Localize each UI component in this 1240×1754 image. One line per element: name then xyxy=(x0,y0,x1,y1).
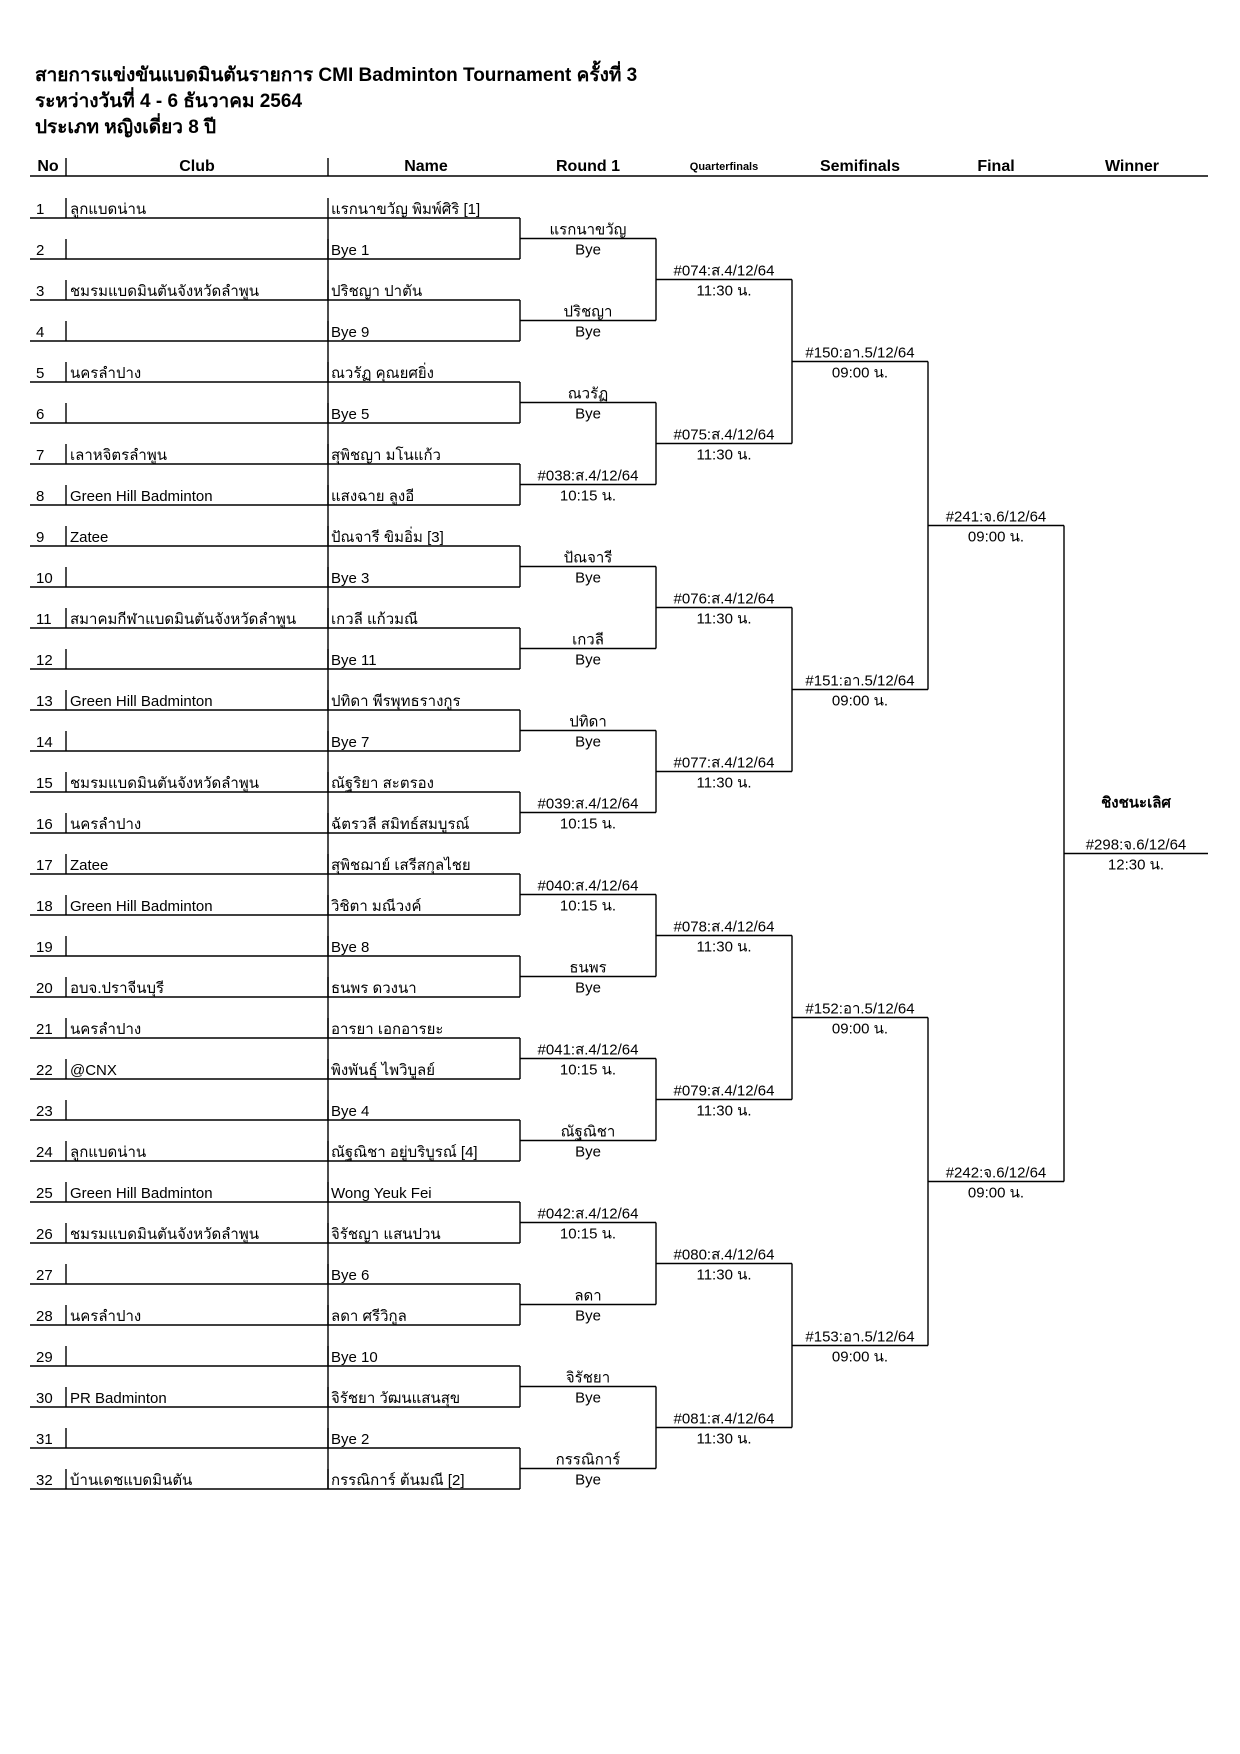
entry-name: Bye 1 xyxy=(331,242,370,259)
entry-club: Green Hill Badminton xyxy=(70,898,213,915)
quarterfinal-match-info: 11:30 น. xyxy=(696,1430,752,1448)
entry-no: 15 xyxy=(36,775,53,792)
entry-name: Bye 9 xyxy=(331,324,370,341)
entry-no: 31 xyxy=(36,1431,53,1448)
entry-name: ณัฐริยา สะตรอง xyxy=(331,775,434,792)
column-header-name: Name xyxy=(404,158,448,175)
entry-club: ชมรมแบดมินตันจังหวัดลำพูน xyxy=(70,1226,260,1243)
entry-club: ชมรมแบดมินตันจังหวัดลำพูน xyxy=(70,283,260,300)
entry-name: เกวลี แก้วมณี xyxy=(331,611,418,628)
entry-no: 12 xyxy=(36,652,53,669)
final-match-label: #242:จ.6/12/64 xyxy=(945,1164,1047,1182)
entry-name: ปทิดา พีรพุทธรางกูร xyxy=(331,693,461,710)
round1-match-info: Bye xyxy=(575,733,601,751)
round1-match-label: ลดา xyxy=(574,1287,602,1305)
winner-match-label: #298:จ.6/12/64 xyxy=(1085,836,1187,854)
entry-no: 9 xyxy=(36,529,45,546)
quarterfinal-match-info: 11:30 น. xyxy=(696,774,752,792)
round1-match-label: #038:ส.4/12/64 xyxy=(537,467,639,485)
quarterfinal-match-info: 11:30 น. xyxy=(696,1102,752,1120)
tournament-dates: ระหว่างวันที่ 4 - 6 ธันวาคม 2564 xyxy=(35,91,303,112)
entry-club: Green Hill Badminton xyxy=(70,1185,213,1202)
entry-no: 23 xyxy=(36,1103,53,1120)
semifinal-match-label: #153:อา.5/12/64 xyxy=(805,1328,915,1346)
column-header-semifinals: Semifinals xyxy=(819,158,901,175)
quarterfinal-match-info: 11:30 น. xyxy=(696,282,752,300)
semifinal-match-label: #150:อา.5/12/64 xyxy=(805,344,915,362)
entry-club: นครลำปาง xyxy=(70,365,142,382)
round1-match-info: 10:15 น. xyxy=(559,487,617,505)
round1-match-label: ปัณจารี xyxy=(563,549,613,567)
final-match-info: 09:00 น. xyxy=(967,1184,1025,1202)
entry-club: นครลำปาง xyxy=(70,1021,142,1038)
quarterfinal-match-label: #078:ส.4/12/64 xyxy=(673,918,775,936)
entry-no: 2 xyxy=(36,242,45,259)
championship-label: ชิงชนะเลิศ xyxy=(1101,794,1171,812)
round1-match-label: แรกนาขวัญ xyxy=(549,221,627,239)
entry-club: Green Hill Badminton xyxy=(70,488,213,505)
round1-match-info: 10:15 น. xyxy=(559,1061,617,1079)
entry-no: 19 xyxy=(36,939,53,956)
entry-club: Zatee xyxy=(70,857,109,874)
entry-name: ณัฐณิชา อยู่บริบูรณ์ [4] xyxy=(331,1144,478,1161)
round1-match-info: Bye xyxy=(575,569,601,587)
entry-name: Bye 3 xyxy=(331,570,370,587)
round1-match-info: Bye xyxy=(575,1471,601,1489)
entry-name: Bye 5 xyxy=(331,406,370,423)
round1-match-info: Bye xyxy=(575,323,601,341)
quarterfinal-match-label: #076:ส.4/12/64 xyxy=(673,590,775,608)
entry-name: Bye 8 xyxy=(331,939,370,956)
round1-match-info: Bye xyxy=(575,405,601,423)
entry-name: ณวรัฏ คุณยศยิ่ง xyxy=(331,365,435,382)
quarterfinal-match-label: #079:ส.4/12/64 xyxy=(673,1082,775,1100)
entry-no: 10 xyxy=(36,570,53,587)
entry-no: 8 xyxy=(36,488,45,505)
final-match-info: 09:00 น. xyxy=(967,528,1025,546)
entry-name: Bye 10 xyxy=(331,1349,378,1366)
entry-club: นครลำปาง xyxy=(70,1308,142,1325)
entry-name: Bye 7 xyxy=(331,734,370,751)
round1-match-info: Bye xyxy=(575,1389,601,1407)
entry-name: อารยา เอกอารยะ xyxy=(331,1021,444,1038)
round1-match-label: #040:ส.4/12/64 xyxy=(537,877,639,895)
semifinal-match-info: 09:00 น. xyxy=(831,1020,889,1038)
entry-name: ฉัตรวลี สมิทธ์สมบูรณ์ xyxy=(331,816,470,833)
entry-name: แสงฉาย ลูงอี xyxy=(331,488,415,505)
round1-match-info: 10:15 น. xyxy=(559,1225,617,1243)
entry-club: เลาหจิตรลำพูน xyxy=(70,447,167,464)
entry-name: ลดา ศรีวิกูล xyxy=(331,1308,407,1325)
event-category: ประเภท หญิงเดี่ยว 8 ปี xyxy=(35,117,217,138)
entry-no: 32 xyxy=(36,1472,53,1489)
winner-match-info: 12:30 น. xyxy=(1107,856,1165,874)
entry-name: Bye 6 xyxy=(331,1267,370,1284)
page-title: สายการแข่งขันแบดมินตันรายการ CMI Badminton Tournament ครั้งที่ 3 xyxy=(35,65,638,86)
entry-no: 21 xyxy=(36,1021,53,1038)
column-header-quarterfinals: Quarterfinals xyxy=(689,161,759,173)
round1-match-label: ปริชญา xyxy=(563,303,613,321)
round1-match-label: ธนพร xyxy=(569,959,607,977)
entry-no: 16 xyxy=(36,816,53,833)
entry-no: 13 xyxy=(36,693,53,710)
column-header-round1: Round 1 xyxy=(556,158,620,175)
round1-match-label: จิรัชยา xyxy=(565,1369,611,1387)
entry-name: ปริชญา ปาตัน xyxy=(331,283,423,300)
round1-match-info: Bye xyxy=(575,241,601,259)
entry-club: อบจ.ปราจีนบุรี xyxy=(70,980,165,997)
semifinal-match-info: 09:00 น. xyxy=(831,692,889,710)
entry-no: 24 xyxy=(36,1144,53,1161)
quarterfinal-match-info: 11:30 น. xyxy=(696,938,752,956)
column-header-club: Club xyxy=(179,158,215,175)
column-header-final: Final xyxy=(977,158,1015,175)
entry-no: 28 xyxy=(36,1308,53,1325)
entry-no: 11 xyxy=(36,611,52,628)
entry-name: วิชิตา มณีวงค์ xyxy=(331,898,422,915)
semifinal-match-info: 09:00 น. xyxy=(831,364,889,382)
entry-no: 4 xyxy=(36,324,45,341)
entry-name: แรกนาขวัญ พิมพ์ศิริ [1] xyxy=(331,201,481,218)
entry-name: ปัณจารี ขิมอิ่ม [3] xyxy=(331,529,444,546)
semifinal-match-info: 09:00 น. xyxy=(831,1348,889,1366)
entry-name: Bye 2 xyxy=(331,1431,370,1448)
quarterfinal-match-info: 11:30 น. xyxy=(696,610,752,628)
column-header-winner: Winner xyxy=(1104,158,1160,175)
entry-name: สุพิชญา มโนแก้ว xyxy=(331,447,441,464)
entry-no: 1 xyxy=(36,201,45,218)
entry-no: 27 xyxy=(36,1267,53,1284)
round1-match-info: Bye xyxy=(575,651,601,669)
entry-club: Zatee xyxy=(70,529,109,546)
entry-no: 30 xyxy=(36,1390,53,1407)
entry-no: 17 xyxy=(36,857,53,874)
quarterfinal-match-label: #074:ส.4/12/64 xyxy=(673,262,775,280)
round1-match-label: #042:ส.4/12/64 xyxy=(537,1205,639,1223)
entry-name: สุพิชฌาย์ เสรีสกุลไชย xyxy=(331,857,471,874)
round1-match-label: #041:ส.4/12/64 xyxy=(537,1041,639,1059)
round1-match-label: ปทิดา xyxy=(569,713,607,731)
entry-club: ลูกแบดน่าน xyxy=(70,201,147,218)
quarterfinal-match-info: 11:30 น. xyxy=(696,1266,752,1284)
entry-no: 14 xyxy=(36,734,53,751)
entry-no: 7 xyxy=(36,447,45,464)
entry-no: 22 xyxy=(36,1062,53,1079)
entry-name: Wong Yeuk Fei xyxy=(331,1185,432,1202)
entry-club: @CNX xyxy=(70,1062,117,1079)
entry-no: 6 xyxy=(36,406,45,423)
entry-club: นครลำปาง xyxy=(70,816,142,833)
entry-no: 20 xyxy=(36,980,53,997)
round1-match-label: #039:ส.4/12/64 xyxy=(537,795,639,813)
round1-match-info: Bye xyxy=(575,1143,601,1161)
quarterfinal-match-label: #075:ส.4/12/64 xyxy=(673,426,775,444)
round1-match-label: กรรณิการ์ xyxy=(555,1451,621,1469)
entry-name: พิงพันธุ์ ไพวิบูลย์ xyxy=(331,1062,436,1079)
round1-match-label: เกวลี xyxy=(572,631,604,649)
entry-name: จิรัชญา แสนปวน xyxy=(331,1226,441,1243)
entry-name: จิรัชยา วัฒนแสนสุข xyxy=(331,1390,461,1407)
entry-club: ลูกแบดน่าน xyxy=(70,1144,147,1161)
semifinal-match-label: #151:อา.5/12/64 xyxy=(805,672,915,690)
round1-match-info: Bye xyxy=(575,979,601,997)
quarterfinal-match-label: #077:ส.4/12/64 xyxy=(673,754,775,772)
round1-match-label: ณวรัฏ xyxy=(567,385,609,403)
entry-club: สมาคมกีฬาแบดมินตันจังหวัดลำพูน xyxy=(70,611,297,628)
entry-no: 25 xyxy=(36,1185,53,1202)
quarterfinal-match-label: #081:ส.4/12/64 xyxy=(673,1410,775,1428)
round1-match-info: 10:15 น. xyxy=(559,897,617,915)
round1-match-info: Bye xyxy=(575,1307,601,1325)
entry-name: ธนพร ดวงนา xyxy=(331,980,417,997)
entry-no: 3 xyxy=(36,283,45,300)
quarterfinal-match-label: #080:ส.4/12/64 xyxy=(673,1246,775,1264)
entry-club: PR Badminton xyxy=(70,1390,167,1407)
entry-name: Bye 11 xyxy=(331,652,377,669)
entry-club: บ้านเดชแบดมินตัน xyxy=(70,1472,193,1489)
entry-no: 5 xyxy=(36,365,45,382)
final-match-label: #241:จ.6/12/64 xyxy=(945,508,1047,526)
entry-name: กรรณิการ์ ต้นมณี [2] xyxy=(331,1472,465,1489)
round1-match-info: 10:15 น. xyxy=(559,815,617,833)
entry-club: Green Hill Badminton xyxy=(70,693,213,710)
entry-name: Bye 4 xyxy=(331,1103,370,1120)
entry-no: 18 xyxy=(36,898,53,915)
entry-club: ชมรมแบดมินตันจังหวัดลำพูน xyxy=(70,775,260,792)
column-header-no: No xyxy=(37,158,59,175)
round1-match-label: ณัฐณิชา xyxy=(560,1123,616,1141)
semifinal-match-label: #152:อา.5/12/64 xyxy=(805,1000,915,1018)
entry-no: 26 xyxy=(36,1226,53,1243)
entry-no: 29 xyxy=(36,1349,53,1366)
quarterfinal-match-info: 11:30 น. xyxy=(696,446,752,464)
